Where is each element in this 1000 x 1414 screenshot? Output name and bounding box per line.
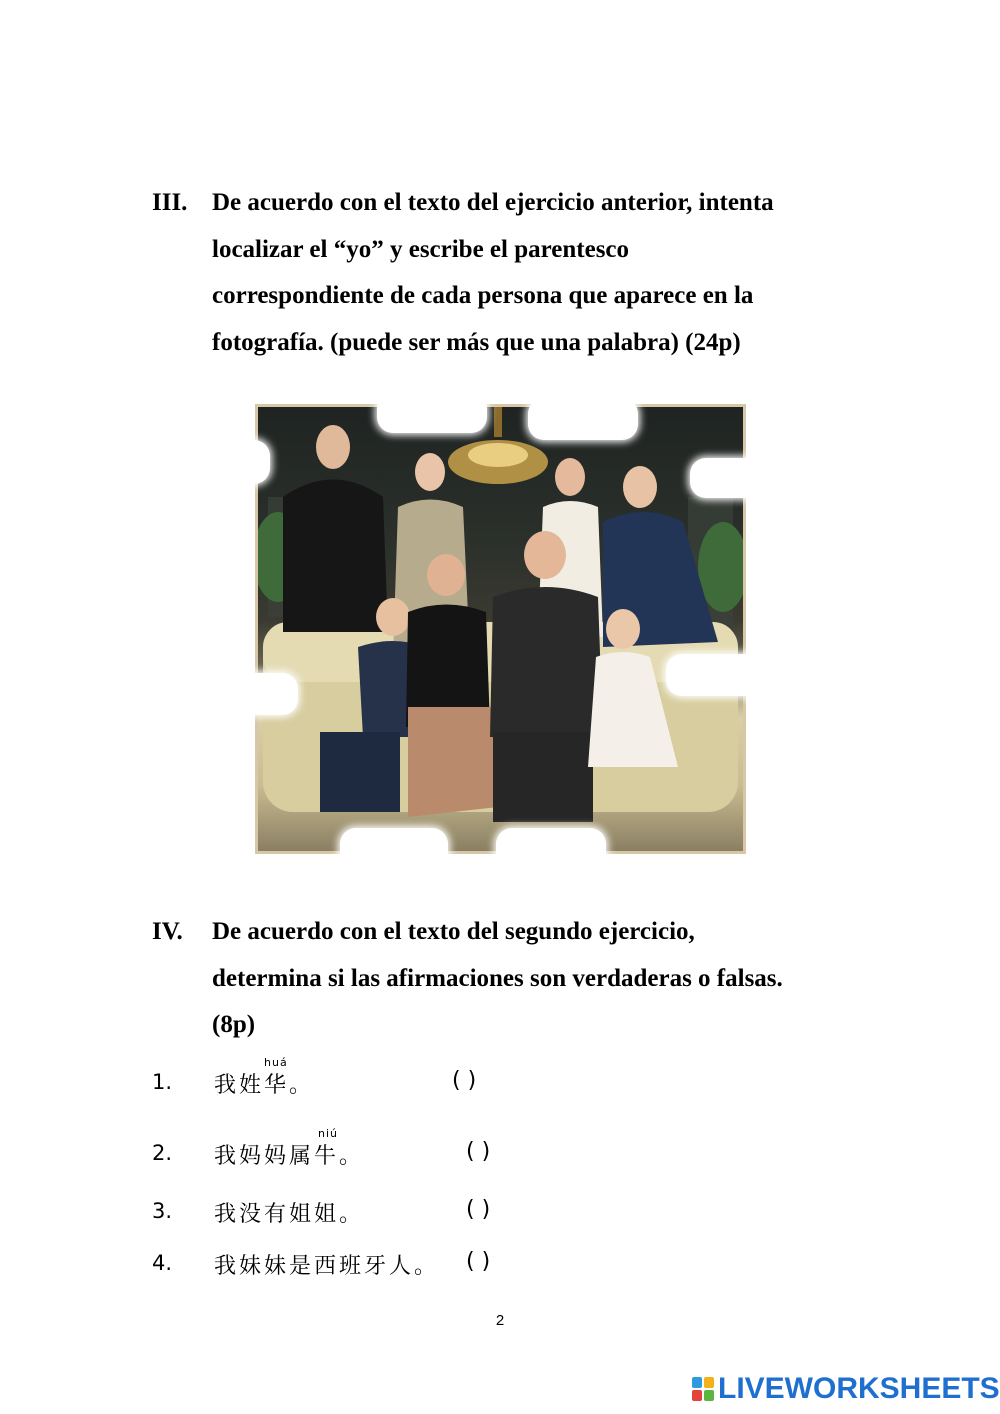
true-false-answer[interactable]: ( ) [466, 1197, 491, 1222]
true-false-answer[interactable]: ( ) [452, 1068, 477, 1093]
section-3-instructions [212, 180, 852, 366]
answer-box-right-upper[interactable] [690, 458, 798, 498]
answer-box-bottom-right[interactable] [496, 828, 606, 872]
answer-box-left-upper[interactable] [160, 440, 270, 484]
page-number: 2 [495, 1312, 505, 1329]
section-3-line: De acuerdo con el texto del ejercicio anterior, intenta [212, 189, 774, 216]
section-4 [152, 909, 852, 1049]
answer-box-top-center[interactable] [528, 398, 638, 440]
pinyin-annotation: niú [318, 1127, 338, 1140]
section-4-line: determina si las afirmaciones son verdaderas o falsas. [212, 964, 783, 992]
family-photo [255, 404, 746, 854]
section-3 [152, 180, 852, 370]
statement-number: 4. [152, 1251, 173, 1275]
section-4-line: De acuerdo con el texto del segundo ejercicio, [212, 918, 695, 945]
statement-item [152, 1245, 552, 1285]
pinyin-annotation: huá [264, 1056, 288, 1069]
statement-number: 1. [152, 1070, 173, 1094]
liveworksheets-logo[interactable] [692, 1372, 1000, 1406]
section-4-instructions [212, 909, 852, 1049]
section-4-number: IV. [152, 918, 183, 945]
answer-box-right-lower[interactable] [666, 654, 774, 696]
statement-number: 2. [152, 1141, 173, 1165]
statement-item [152, 1193, 552, 1233]
family-photo-illustration [258, 407, 743, 851]
section-3-line: fotografía. (puede ser más que una palabra) (24p) [212, 328, 741, 356]
section-3-line: localizar el “yo” y escribe el parentesco [212, 235, 630, 263]
statement-text: 我姓华。 [214, 1073, 315, 1098]
statement-text: 我没有姐姐。 [214, 1202, 365, 1227]
statement-item [152, 1127, 552, 1175]
statement-text: 我妈妈属牛。 [214, 1144, 365, 1169]
brand-name: LIVEWORKSHEETS [718, 1372, 1000, 1405]
statement-item [152, 1056, 552, 1104]
statement-text: 我妹妹是西班牙人。 [214, 1254, 440, 1279]
section-3-number: III. [152, 189, 188, 216]
true-false-answer[interactable]: ( ) [466, 1139, 491, 1164]
answer-box-top-left-man[interactable] [377, 393, 487, 433]
answer-box-bottom-left[interactable] [340, 828, 448, 872]
liveworksheets-logo-icon [692, 1377, 714, 1401]
answer-box-left-lower[interactable] [190, 673, 298, 715]
section-3-line: correspondiente de cada persona que aparece en la [212, 282, 754, 309]
statement-number: 3. [152, 1199, 173, 1223]
true-false-answer[interactable]: ( ) [466, 1249, 491, 1274]
section-4-line: (8p) [212, 1011, 256, 1038]
